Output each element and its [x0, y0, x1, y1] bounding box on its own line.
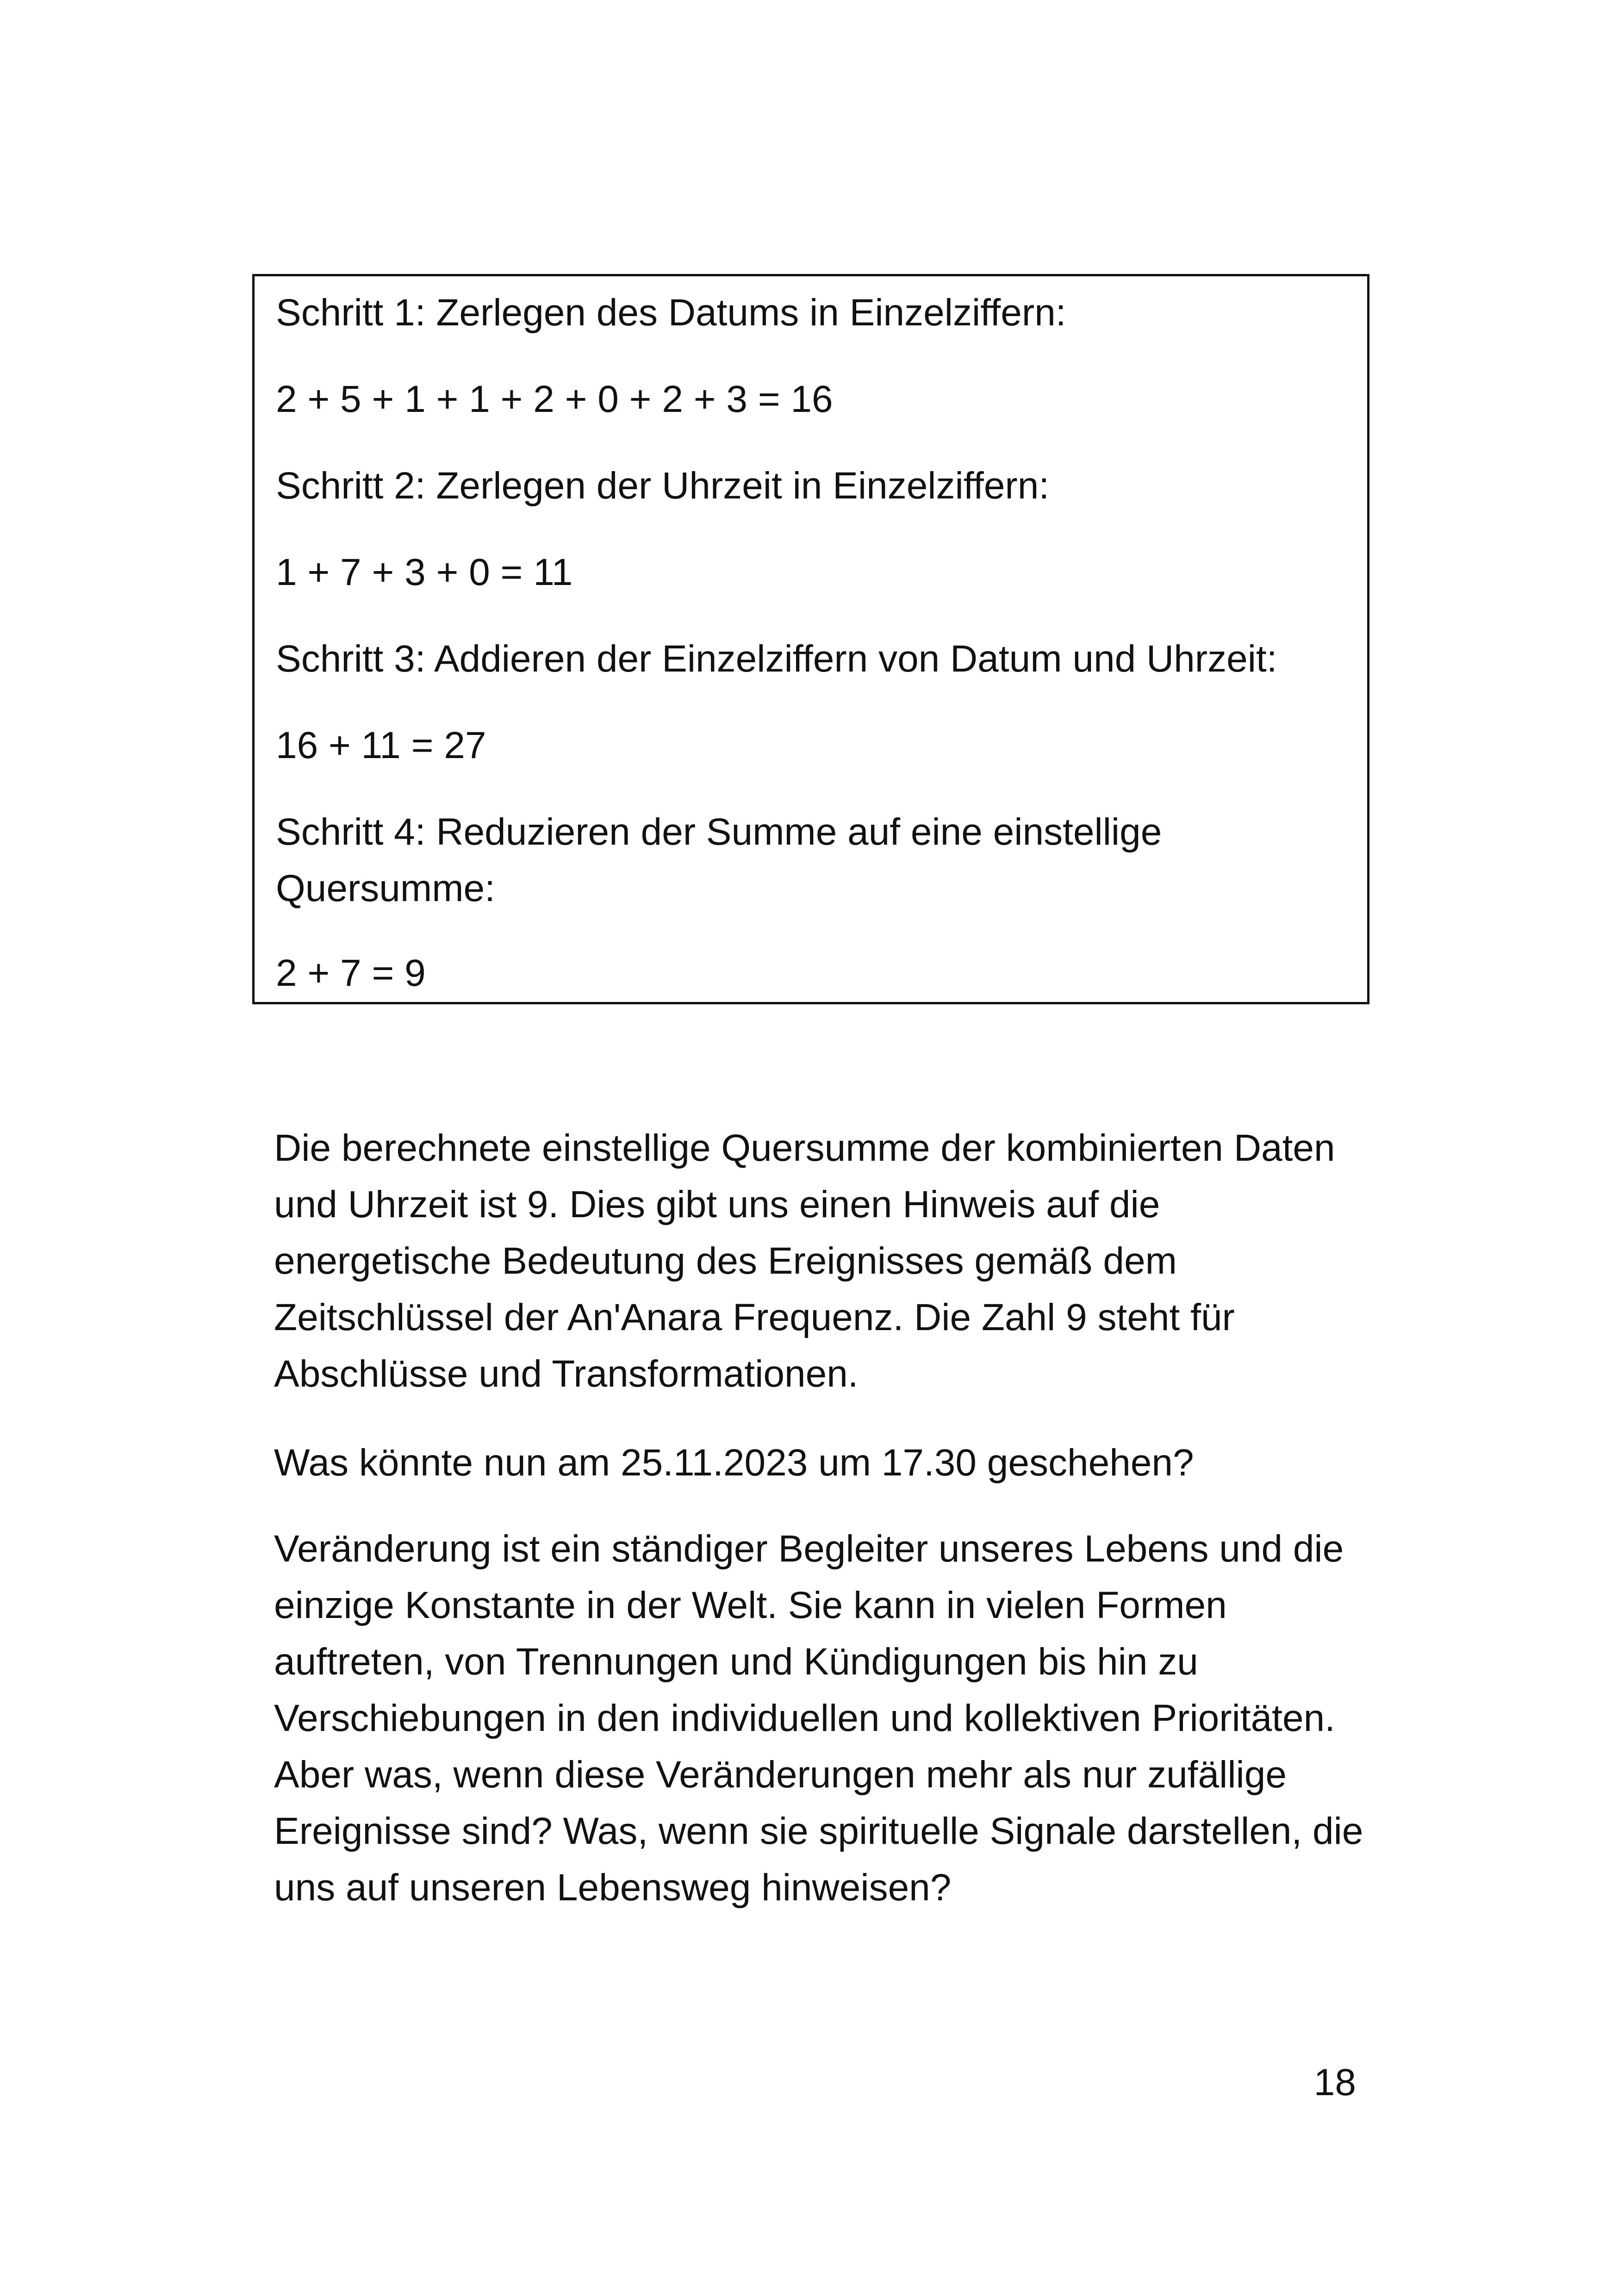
- paragraph-change: Veränderung ist ein ständiger Begleiter unseres Lebens und die einzige Konstante in der Welt. Sie kann in vielen Formen auftreten, von Trennungen und Kündigungen bis hin zu Verschiebungen in den individuellen und kollektiven Prioritäten. Aber was, wenn diese Veränderungen mehr als nur zufällige Ereignisse sind? Was, wenn sie spirituelle Signale darstellen, die uns auf unseren Lebensweg hinweisen?: [274, 1528, 1363, 1909]
- paragraph-quersumme-result: Die berechnete einstellige Quersumme der kombinierten Daten und Uhrzeit ist 9. Dies gibt uns einen Hinweis auf die energetische Bedeutung des Ereignisses gemäß dem Zeitschlüssel der An'Anara Frequenz. Die Zahl 9 steht für Abschlüsse und Transformationen.: [274, 1127, 1335, 1395]
- step4-formula: 2 + 7 = 9: [276, 952, 426, 994]
- step1-label: Schritt 1: Zerlegen des Datums in Einzelziffern:: [276, 292, 1066, 334]
- calculation-box: [252, 274, 1369, 1004]
- step2-label: Schritt 2: Zerlegen der Uhrzeit in Einzelziffern:: [276, 465, 1050, 507]
- step3-formula: 16 + 11 = 27: [276, 724, 486, 766]
- step1-formula: 2 + 5 + 1 + 1 + 2 + 0 + 2 + 3 = 16: [276, 378, 833, 420]
- step4-label: Schritt 4: Reduzieren der Summe auf eine einstellige Quersumme:: [276, 811, 1162, 909]
- page-number: 18: [1313, 2061, 1356, 2103]
- step2-formula: 1 + 7 + 3 + 0 = 11: [276, 551, 573, 593]
- step3-label: Schritt 3: Addieren der Einzelziffern von Datum und Uhrzeit:: [276, 638, 1277, 680]
- paragraph-question: Was könnte nun am 25.11.2023 um 17.30 geschehen?: [274, 1442, 1194, 1484]
